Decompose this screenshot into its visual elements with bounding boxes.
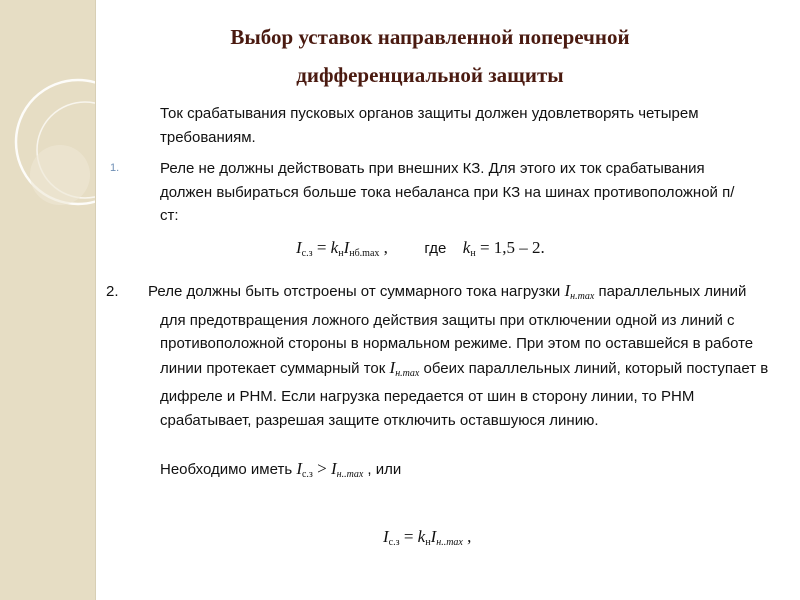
f1-k: k xyxy=(330,238,339,257)
formula-1 xyxy=(296,238,545,259)
title-line-2: дифференциальной защиты xyxy=(296,63,564,87)
formula-2 xyxy=(383,527,471,548)
need-sub: с.з xyxy=(301,469,313,480)
item-2-text xyxy=(148,279,772,432)
f1-eq: = xyxy=(312,238,331,257)
title-line-1: Выбор уставок направленной поперечной xyxy=(230,25,630,49)
f1-value: = 1,5 – 2. xyxy=(475,238,545,257)
item-2-I2: I xyxy=(389,357,396,377)
item-2-I: I xyxy=(564,281,571,300)
f1-tail: , xyxy=(379,238,388,257)
f2-tail: , xyxy=(462,527,472,546)
f1-sub-n2: н xyxy=(470,248,476,259)
need-gt: > xyxy=(312,459,331,478)
item-2-number: 2. xyxy=(106,283,119,300)
f1-k2: k xyxy=(462,238,471,257)
decorative-side-panel xyxy=(0,0,95,600)
item-2-sub: н.max xyxy=(570,291,595,302)
f1-sub-nb: нб.max xyxy=(349,248,380,259)
item-1-number: 1. xyxy=(110,162,120,174)
intro-paragraph: Ток срабатывания пусковых органов защиты должен удовлетворять четырем требованиям. xyxy=(160,105,699,146)
item-2-sub2: н.max xyxy=(395,367,420,379)
decorative-circles xyxy=(0,0,95,600)
need-line xyxy=(160,457,760,487)
f1-I2: I xyxy=(343,238,350,257)
f2-sub-max: н..max xyxy=(436,537,463,548)
f1-I: I xyxy=(296,238,302,257)
need-I: I xyxy=(296,459,302,478)
f2-sub-n: н xyxy=(425,537,431,548)
f2-I2: I xyxy=(430,527,437,546)
need-text: Необходимо иметь xyxy=(160,461,293,478)
need-I2: I xyxy=(330,459,337,478)
f1-sub-cz: с.з xyxy=(301,248,313,259)
slide-title xyxy=(100,18,760,94)
f2-eq: = xyxy=(399,527,418,546)
f2-I: I xyxy=(383,527,389,546)
f2-sub-cz: с.з xyxy=(388,537,400,548)
item-2-text-a: Реле должны быть отстроены от суммарного тока нагрузки xyxy=(148,283,565,300)
item-1-text: Реле не должны действовать при внешних КЗ. Для этого их ток срабатывания должен выбираться больше тока небаланса при КЗ на шинах противоположной п/ст: xyxy=(160,160,735,224)
f2-k: k xyxy=(417,527,426,546)
f1-gde: где xyxy=(424,240,447,257)
need-sub2: н..max xyxy=(336,469,364,480)
f1-sub-n: н xyxy=(338,248,344,259)
need-tail: , или xyxy=(363,461,402,478)
item-2-text-b: параллельных линий для предотвращения ложного действия защиты при отключении одной из линий с противоположной стороны в нормальном режиме. При этом по оставшейся в работе линии протекает суммарный ток xyxy=(160,283,754,377)
item-2-text-c: обеих параллельных линий, который поступает в дифреле и РНМ. Если нагрузка передается от шин в сторону линии, то РНМ срабатывает, разрешая защите отключить оставшуюся линию. xyxy=(160,359,769,429)
